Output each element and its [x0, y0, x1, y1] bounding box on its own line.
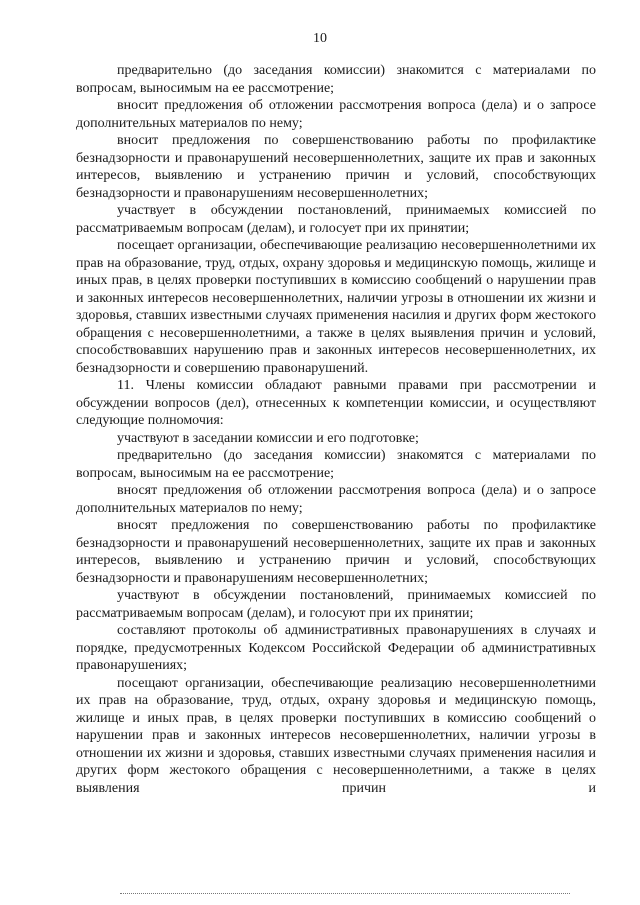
- paragraph: вносят предложения по совершенствованию работы по профилактике безнадзорности и правонарушений несовершеннолетних, защите их прав и законных интересов, выявлению и устранению причин и условий, способствующих безнадзорности и правонарушениям несовершеннолетних;: [76, 518, 596, 586]
- paragraph: посещает организации, обеспечивающие реализацию несовершеннолетними их прав на образование, труд, отдых, охрану здоровья и медицинскую помощь, жилище и иных прав, в целях проверки поступивших в комиссию сообщений о нарушении прав и законных интересов несовершеннолетних, наличии угрозы в отношении их жизни и здоровья, ставших известными случаях применения насилия и других форм жестокого обращения с несовершеннолетними, а также в целях выявления причин и условий, способствовавших нарушению прав и законных интересов несовершеннолетних, их безнадзорности и совершению правонарушений.: [76, 238, 596, 376]
- paragraph: вносят предложения об отложении рассмотрения вопроса (дела) и о запросе дополнительных материалов по нему;: [76, 483, 596, 516]
- paragraph: вносит предложения по совершенствованию работы по профилактике безнадзорности и правонарушений несовершеннолетних, защите их прав и законных интересов, выявлению и устранению причин и условий, способствующих безнадзорности и правонарушениям несовершеннолетних;: [76, 133, 596, 201]
- footer-rule: [120, 893, 570, 894]
- paragraph: составляют протоколы об административных правонарушениях в случаях и порядке, предусмотренных Кодексом Российской Федерации об административных правонарушениях;: [76, 623, 596, 673]
- paragraph: участвуют в обсуждении постановлений, принимаемых комиссией по рассматриваемым вопросам (делам), и голосуют при их принятии;: [76, 588, 596, 621]
- paragraph: предварительно (до заседания комиссии) знакомятся с материалами по вопросам, выносимым на ее рассмотрение;: [76, 448, 596, 481]
- paragraph: вносит предложения об отложении рассмотрения вопроса (дела) и о запросе дополнительных материалов по нему;: [76, 98, 596, 131]
- document-body: [76, 62, 596, 797]
- paragraph: участвует в обсуждении постановлений, принимаемых комиссией по рассматриваемым вопросам (делам), и голосует при их принятии;: [76, 203, 596, 236]
- paragraph: 11. Члены комиссии обладают равными правами при рассмотрении и обсуждении вопросов (дел), отнесенных к компетенции комиссии, и осуществляют следующие полномочия:: [76, 378, 596, 428]
- page-number: 10: [313, 31, 327, 46]
- paragraph: предварительно (до заседания комиссии) знакомится с материалами по вопросам, выносимым на ее рассмотрение;: [76, 63, 596, 96]
- paragraph: участвуют в заседании комиссии и его подготовке;: [117, 430, 419, 446]
- paragraph: посещают организации, обеспечивающие реализацию несовершеннолетними их прав на образование, труд, отдых, охрану здоровья и медицинскую помощь, жилище и иных прав, в целях проверки поступивших в комиссию сообщений о нарушении прав и законных интересов несовершеннолетних, наличии угрозы в отношении их жизни и здоровья, ставших известными случаях применения насилия и других форм жестокого обращения с несовершеннолетними, а также в целях выявления причин и: [76, 675, 596, 796]
